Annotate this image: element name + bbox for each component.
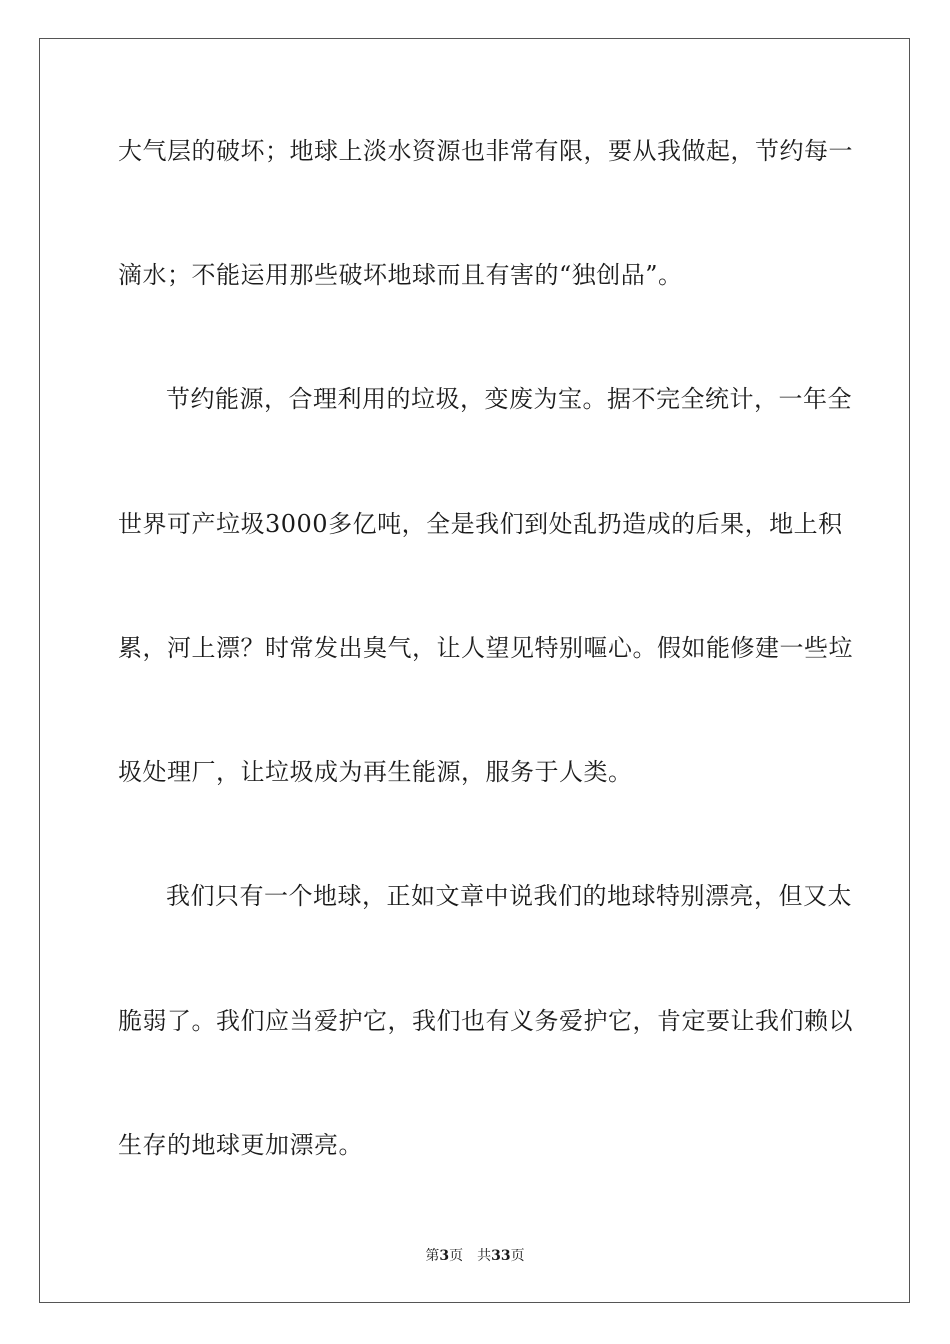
text-line-8: 脆弱了。我们应当爱护它，我们也有义务爱护它，肯定要让我们赖以 [118, 1007, 853, 1035]
page-suffix: 页 [449, 1248, 464, 1264]
total-prefix: 共 [477, 1248, 492, 1264]
page-footer [0, 1247, 950, 1265]
text-line-9: 生存的地球更加漂亮。 [118, 1131, 363, 1159]
text-line-2: 滴水；不能运用那些破坏地球而且有害的“独创品”。 [118, 261, 683, 289]
text-line-3: 节约能源，合理利用的垃圾，变废为宝。据不完全统计，一年全 [166, 385, 852, 413]
page-border [39, 38, 910, 1303]
total-suffix: 页 [510, 1248, 525, 1264]
page-number: 3 [439, 1248, 450, 1264]
text-line-1: 大气层的破坏；地球上淡水资源也非常有限，要从我做起，节约每一 [118, 137, 853, 165]
total-pages: 33 [491, 1248, 511, 1264]
page-prefix: 第 [425, 1248, 440, 1264]
text-line-4: 世界可产垃圾3000多亿吨，全是我们到处乱扔造成的后果，地上积 [118, 510, 843, 538]
text-line-5: 累，河上漂？时常发出臭气，让人望见特别嘔心。假如能修建一些垃 [118, 634, 853, 662]
text-line-7: 我们只有一个地球，正如文章中说我们的地球特别漂亮，但又太 [166, 882, 852, 910]
text-line-6: 圾处理厂，让垃圾成为再生能源，服务于人类。 [118, 758, 633, 786]
